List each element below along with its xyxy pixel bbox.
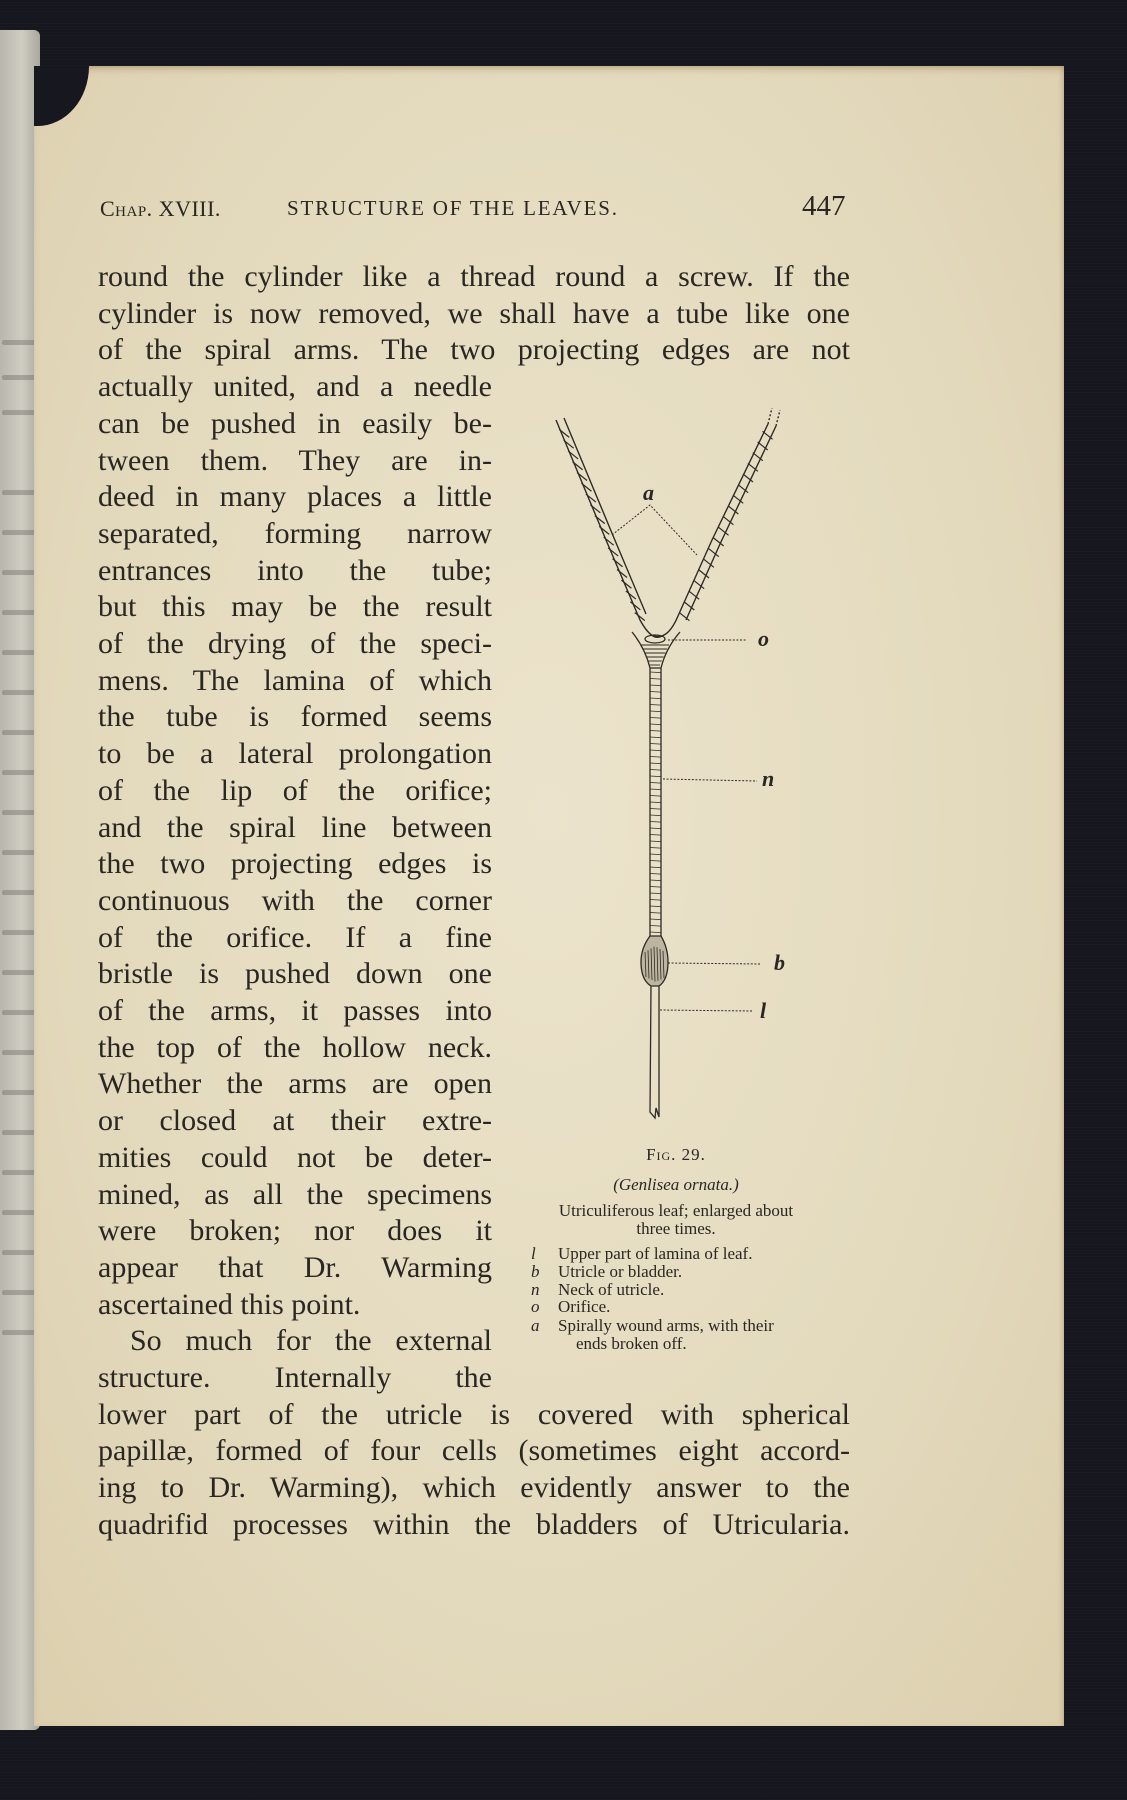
text-line: the two projecting edges is bbox=[98, 847, 492, 881]
neck-ring bbox=[650, 874, 661, 875]
neck-ring bbox=[650, 887, 661, 888]
chapter-label: Chap. XVIII. bbox=[100, 196, 221, 221]
neck-ring bbox=[650, 854, 661, 855]
text-line: the tube is formed seems bbox=[98, 700, 492, 734]
left-arm bbox=[556, 418, 662, 637]
right-arm-broken-tip bbox=[768, 408, 780, 426]
legend-letter: a bbox=[531, 1316, 540, 1335]
neck-ring bbox=[650, 705, 661, 706]
label-o: o bbox=[758, 626, 769, 651]
neck-ring bbox=[650, 802, 661, 803]
neck-ring bbox=[650, 815, 661, 816]
spiral-twist bbox=[577, 473, 587, 481]
neck-rings bbox=[650, 672, 661, 933]
page-number: 447 bbox=[802, 190, 846, 222]
spiral-twist bbox=[599, 526, 609, 534]
label-n: n bbox=[762, 766, 775, 791]
neck-ring bbox=[650, 711, 661, 712]
spiral-twist bbox=[608, 548, 618, 556]
text-line: were broken; nor does it bbox=[98, 1214, 492, 1248]
label-a: a bbox=[643, 480, 654, 505]
text-line: of the drying of the speci- bbox=[98, 627, 492, 660]
text-line: continuous with the corner bbox=[98, 883, 492, 917]
text-line: Whether the arms are open bbox=[98, 1067, 492, 1101]
neck-ring bbox=[650, 926, 661, 927]
legend-text: Neck of utricle. bbox=[558, 1280, 665, 1299]
neck-ring bbox=[650, 828, 661, 829]
figure-number: Fig. 29. bbox=[646, 1145, 706, 1164]
text-line: appear that Dr. Warming bbox=[98, 1250, 492, 1284]
legend-continuation: ends broken off. bbox=[576, 1334, 687, 1353]
neck-ring bbox=[650, 841, 661, 842]
neck-ring bbox=[650, 737, 661, 738]
neck-ring bbox=[650, 900, 661, 901]
leader-lines bbox=[612, 505, 760, 1011]
right-arm-spiral bbox=[679, 431, 772, 620]
text-line: deed in many places a little bbox=[98, 480, 492, 514]
neck-ring bbox=[650, 750, 661, 751]
neck-ring bbox=[650, 757, 661, 758]
neck-ring bbox=[650, 672, 661, 673]
neck-ring bbox=[650, 724, 661, 725]
text-line: cylinder is now removed, we shall have a tube like one bbox=[98, 296, 850, 330]
leader-n bbox=[663, 779, 757, 781]
neck-ring bbox=[650, 867, 661, 868]
text-line: entrances into the tube; bbox=[98, 553, 492, 587]
legend-text: Utricle or bladder. bbox=[558, 1262, 683, 1281]
label-b: b bbox=[774, 950, 785, 975]
text-line: of the arms, it passes into bbox=[98, 994, 492, 1027]
spiral-twist bbox=[581, 483, 591, 491]
neck-ring bbox=[650, 763, 661, 764]
neck-ring bbox=[650, 809, 661, 810]
text-line: bristle is pushed down one bbox=[98, 957, 492, 991]
text-line: structure. Internally the bbox=[98, 1361, 492, 1394]
stalk bbox=[650, 986, 659, 1118]
text-line: separated, forming narrow bbox=[98, 516, 492, 550]
neck-ring bbox=[650, 919, 661, 920]
left-arm-inner bbox=[564, 418, 646, 614]
figure-description-1: Utriculiferous leaf; enlarged about bbox=[558, 1201, 794, 1220]
text-line: the top of the hollow neck. bbox=[98, 1030, 492, 1064]
legend-text: Upper part of lamina of leaf. bbox=[558, 1244, 753, 1263]
right-arm bbox=[654, 408, 780, 637]
text-line: but this may be the result bbox=[98, 590, 492, 624]
legend-text: Spirally wound arms, with their bbox=[558, 1316, 774, 1335]
running-title: STRUCTURE OF THE LEAVES. bbox=[287, 196, 619, 220]
neck-ring bbox=[650, 731, 661, 732]
text-line: ascertained this point. bbox=[98, 1287, 361, 1321]
legend-text: Orifice. bbox=[558, 1297, 611, 1316]
leader-b bbox=[668, 963, 760, 964]
text-line: lower part of the utricle is covered with spherical bbox=[98, 1397, 850, 1431]
text-line: tween them. They are in- bbox=[98, 443, 492, 477]
leader-a bbox=[612, 505, 697, 555]
neck-ring bbox=[650, 796, 661, 797]
spiral-twist bbox=[586, 494, 596, 502]
text-line: of the spiral arms. The two projecting edges are not bbox=[98, 333, 850, 367]
neck-ring bbox=[650, 698, 661, 699]
text-line: ing to Dr. Warming), which evidently answer to the bbox=[98, 1471, 850, 1505]
neck-ring bbox=[650, 861, 661, 862]
text-line: So much for the external bbox=[130, 1324, 492, 1358]
neck-ring bbox=[650, 906, 661, 907]
spiral-twist bbox=[595, 516, 605, 524]
text-line: mities could not be deter- bbox=[98, 1140, 492, 1174]
text-line: mined, as all the specimens bbox=[98, 1177, 492, 1211]
legend-letter: b bbox=[531, 1262, 540, 1281]
text-line: of the orifice. If a fine bbox=[98, 920, 492, 954]
right-arm-outer bbox=[654, 424, 768, 637]
neck-ring bbox=[650, 789, 661, 790]
neck-ring bbox=[650, 744, 661, 745]
figure-species: (Genlisea ornata.) bbox=[613, 1175, 739, 1194]
neck-ring bbox=[650, 835, 661, 836]
text-line: can be pushed in easily be- bbox=[98, 406, 492, 440]
leader-l bbox=[660, 1010, 752, 1011]
neck-ring bbox=[650, 848, 661, 849]
legend-letter: n bbox=[531, 1280, 540, 1299]
spiral-twist bbox=[604, 537, 614, 545]
neck-ring bbox=[650, 880, 661, 881]
legend-letter: o bbox=[531, 1297, 540, 1316]
neck-ring bbox=[650, 679, 661, 680]
text-line: of the lip of the orifice; bbox=[98, 773, 492, 807]
neck-ring bbox=[650, 685, 661, 686]
left-arm-outer bbox=[556, 420, 662, 637]
text-line: or closed at their extre- bbox=[98, 1104, 492, 1138]
figure-description-2: three times. bbox=[636, 1219, 716, 1238]
bladder bbox=[641, 936, 668, 986]
neck-ring bbox=[650, 913, 661, 914]
text-line: quadrifid processes within the bladders of Utricularia. bbox=[98, 1507, 850, 1541]
spiral-twist bbox=[573, 462, 583, 470]
spiral-twist bbox=[559, 429, 569, 437]
neck-ring bbox=[650, 783, 661, 784]
neck-ring bbox=[650, 718, 661, 719]
text-line: to be a lateral prolongation bbox=[98, 737, 492, 771]
text-line: and the spiral line between bbox=[98, 810, 492, 844]
neck-ring bbox=[650, 776, 661, 777]
neck-ring bbox=[650, 822, 661, 823]
text-line: round the cylinder like a thread round a screw. If the bbox=[98, 260, 850, 293]
neck-ring bbox=[650, 932, 661, 933]
legend-letter: l bbox=[531, 1244, 536, 1263]
spiral-twist bbox=[568, 451, 578, 459]
neck-ring bbox=[650, 770, 661, 771]
spiral-twist bbox=[590, 505, 600, 513]
label-l: l bbox=[760, 998, 767, 1023]
neck-ring bbox=[650, 692, 661, 693]
text-line: mens. The lamina of which bbox=[98, 663, 492, 697]
spiral-twist bbox=[564, 440, 574, 448]
neck-ring bbox=[650, 893, 661, 894]
text-line: actually united, and a needle bbox=[98, 370, 492, 404]
stalk-outline bbox=[650, 986, 659, 1118]
text-line: papillæ, formed of four cells (sometimes eight accord- bbox=[98, 1434, 850, 1468]
